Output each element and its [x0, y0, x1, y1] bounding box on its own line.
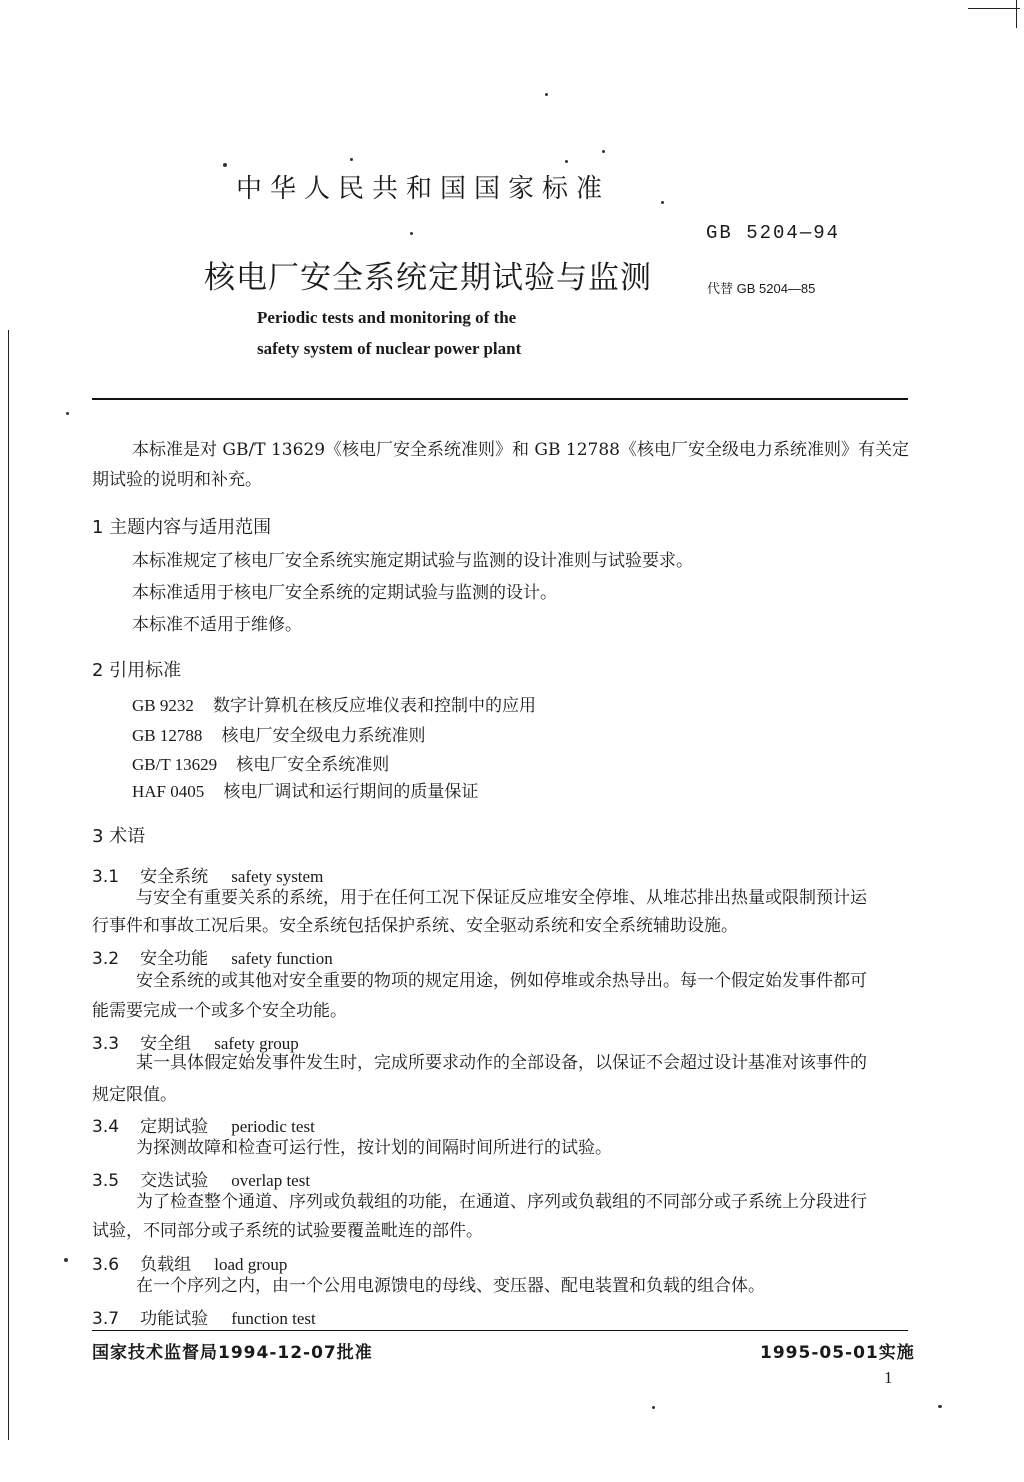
document-title-cn: 核电厂安全系统定期试验与监测 — [204, 260, 652, 296]
term-en: function test — [231, 1309, 316, 1328]
reference-code: GB 12788 — [132, 726, 203, 745]
term-number: 3.5 — [92, 1171, 120, 1191]
term-definition: 某一具体假定始发事件发生时，完成所要求动作的全部设备，以保证不会超过设计基准对该事件的 — [136, 1053, 867, 1073]
term-cn: 交迭试验 — [140, 1171, 209, 1191]
standard-code: GB 5204—94 — [706, 222, 841, 244]
term-cn: 安全组 — [140, 1034, 192, 1054]
header-divider — [92, 398, 908, 400]
reference-item — [132, 691, 536, 721]
term-number: 3.4 — [92, 1117, 120, 1137]
section-2-heading: 2 引用标准 — [92, 660, 182, 681]
scan-speck — [410, 232, 413, 235]
term-cn: 功能试验 — [140, 1309, 209, 1329]
section-1-line: 本标准规定了核电厂安全系统实施定期试验与监测的设计准则与试验要求。 — [132, 551, 693, 571]
reference-title: 数字计算机在核反应堆仪表和控制中的应用 — [212, 696, 536, 716]
term-en: safety function — [231, 949, 333, 968]
scan-speck — [602, 150, 605, 153]
scan-speck — [652, 1406, 655, 1409]
page-number: 1 — [884, 1368, 893, 1387]
term-cn: 负载组 — [140, 1255, 192, 1275]
scan-speck — [545, 93, 548, 96]
term-definition: 规定限值。 — [92, 1085, 177, 1105]
section-3-heading: 3 术语 — [92, 826, 146, 847]
term-definition: 与安全有重要关系的系统，用于在任何工况下保证反应堆安全停堆、从堆芯排出热量或限制预计运 — [136, 888, 867, 908]
term-definition: 为了检查整个通道、序列或负载组的功能，在通道、序列或负载组的不同部分或子系统上分段进行 — [136, 1192, 867, 1212]
scan-speck — [64, 1258, 68, 1262]
term-definition: 行事件和事故工况后果。安全系统包括保护系统、安全驱动系统和安全系统辅助设施。 — [92, 916, 738, 936]
reference-item — [132, 750, 389, 780]
term-en: safety group — [214, 1034, 299, 1053]
scan-edge-line — [1016, 0, 1017, 28]
replaces-note: 代替 GB 5204—85 — [707, 281, 816, 296]
reference-item — [132, 721, 425, 751]
scan-speck — [350, 158, 353, 161]
term-definition: 为探测故障和检查可运行性，按计划的间隔时间所进行的试验。 — [136, 1138, 612, 1158]
reference-code: GB/T 13629 — [132, 755, 218, 774]
reference-title: 核电厂安全系统准则 — [236, 755, 390, 775]
term-en: overlap test — [231, 1171, 311, 1190]
reference-code: HAF 0405 — [132, 782, 205, 801]
section-1-heading: 1 主题内容与适用范围 — [92, 517, 272, 538]
term-definition: 安全系统的或其他对安全重要的物项的规定用途，例如停堆或余热导出。每一个假定始发事件都可 — [136, 971, 867, 991]
scan-speck — [661, 201, 664, 204]
section-1-line: 本标准不适用于维修。 — [132, 615, 302, 635]
national-standard-banner: 中华人民共和国国家标准 — [236, 174, 611, 204]
scan-speck — [223, 163, 227, 167]
reference-title: 核电厂安全级电力系统准则 — [221, 726, 426, 746]
reference-title: 核电厂调试和运行期间的质量保证 — [223, 782, 479, 802]
term-definition: 能需要完成一个或多个安全功能。 — [92, 1001, 347, 1021]
term-cn: 安全功能 — [140, 949, 209, 969]
term-en: safety system — [231, 867, 324, 886]
document-title-en-line1: Periodic tests and monitoring of the — [257, 308, 517, 327]
term-definition: 试验，不同部分或子系统的试验要覆盖毗连的部件。 — [92, 1221, 483, 1241]
effective-date: 1995-05-01实施 — [760, 1343, 915, 1363]
term-en: periodic test — [231, 1117, 315, 1136]
term-number: 3.2 — [92, 949, 120, 969]
reference-item — [132, 777, 478, 807]
term-number: 3.1 — [92, 867, 120, 887]
approval-note: 国家技术监督局1994-12-07批准 — [92, 1343, 373, 1363]
scan-speck — [66, 412, 69, 415]
term-number: 3.6 — [92, 1255, 120, 1275]
footer-divider — [92, 1330, 908, 1331]
scan-edge-line — [968, 8, 1020, 9]
term-number: 3.3 — [92, 1034, 120, 1054]
scan-speck — [565, 160, 568, 163]
term-cn: 安全系统 — [140, 867, 209, 887]
term-cn: 定期试验 — [140, 1117, 209, 1137]
term-number: 3.7 — [92, 1309, 120, 1329]
term-definition: 在一个序列之内，由一个公用电源馈电的母线、变压器、配电装置和负载的组合体。 — [136, 1276, 765, 1296]
term-en: load group — [214, 1255, 288, 1274]
scan-edge-line — [8, 330, 9, 1440]
scan-speck — [938, 1405, 942, 1408]
intro-line-1: 本标准是对 GB/T 13629《核电厂安全系统准则》和 GB 12788《核电厂安全级电力系统准则》有关定 — [132, 440, 909, 460]
reference-code: GB 9232 — [132, 696, 194, 715]
document-title-en-line2: safety system of nuclear power plant — [257, 339, 522, 358]
intro-line-2: 期试验的说明和补充。 — [92, 470, 262, 490]
section-1-line: 本标准适用于核电厂安全系统的定期试验与监测的设计。 — [132, 583, 557, 603]
